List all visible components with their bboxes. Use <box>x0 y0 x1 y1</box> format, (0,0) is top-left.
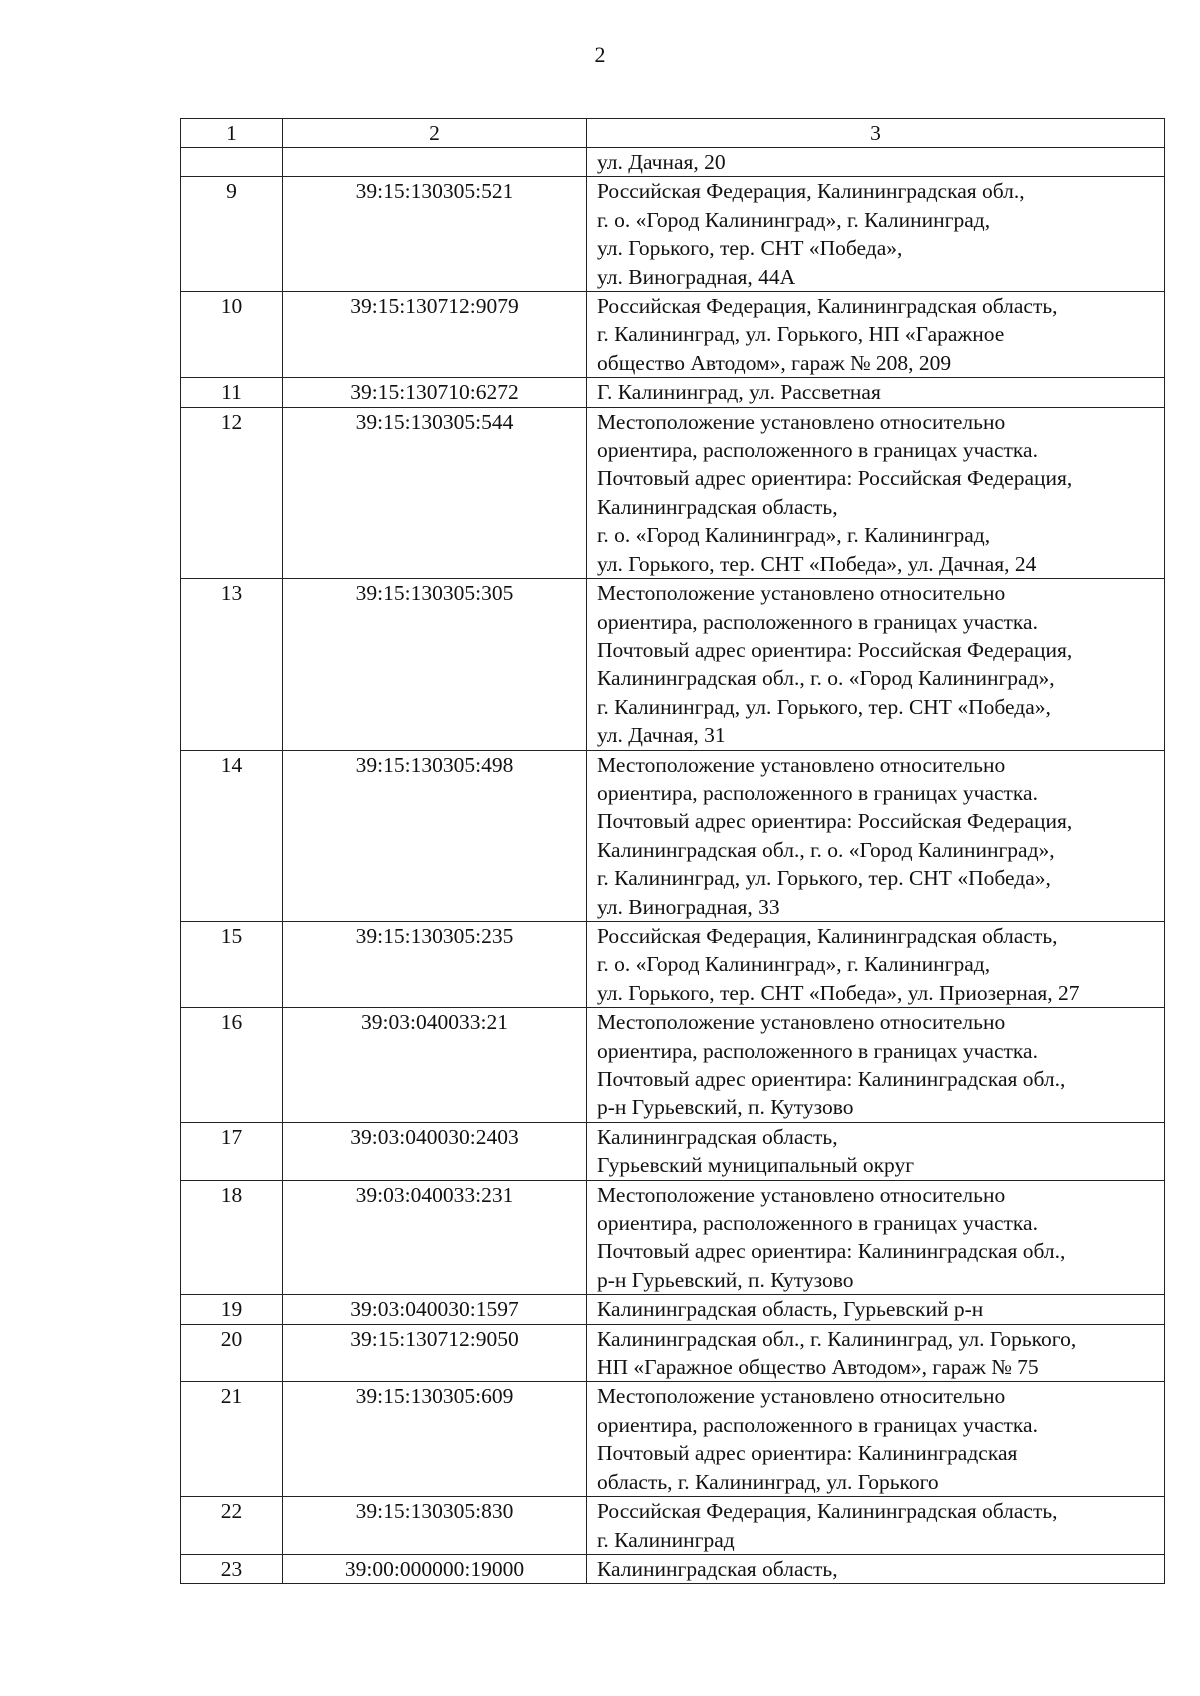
table-row <box>181 1382 1165 1497</box>
address-line: г. о. «Город Калининград», г. Калининград, <box>597 952 991 977</box>
table-body <box>181 119 1165 1584</box>
address-line: Г. Калининград, ул. Рассветная <box>597 380 881 405</box>
address-cell <box>587 1008 1165 1123</box>
row-number-cell: 14 <box>181 750 283 921</box>
address-cell <box>587 148 1165 177</box>
row-number-cell: 15 <box>181 921 283 1007</box>
row-number-cell: 11 <box>181 378 283 407</box>
registry-table <box>180 118 1165 1584</box>
address-line: г. Калининград, ул. Горького, тер. СНТ «Победа», <box>597 694 1051 719</box>
cadastral-number-cell: 39:03:040030:2403 <box>283 1122 587 1180</box>
table-row <box>181 579 1165 750</box>
address-cell <box>587 1180 1165 1295</box>
row-number-cell: 19 <box>181 1295 283 1324</box>
address-line: Почтовый адрес ориентира: Российская Федерация, <box>597 466 1073 491</box>
page-number: 2 <box>594 42 606 67</box>
address-cell <box>587 378 1165 407</box>
table-row <box>181 921 1165 1007</box>
address-line: Калининградская область, <box>597 1556 838 1581</box>
address-line: Гурьевский муниципальный округ <box>597 1153 915 1178</box>
address-cell <box>587 292 1165 378</box>
table-row <box>181 1295 1165 1324</box>
address-line: Местоположение установлено относительно <box>597 752 1006 777</box>
row-number-cell: 18 <box>181 1180 283 1295</box>
address-cell <box>587 407 1165 578</box>
cadastral-number-cell: 39:15:130305:521 <box>283 177 587 292</box>
table-row <box>181 1008 1165 1123</box>
table-row <box>181 407 1165 578</box>
address-line: ул. Горького, тер. СНТ «Победа», ул. Дачная, 24 <box>597 551 1037 576</box>
address-line: ориентира, расположенного в границах участка. <box>597 609 1038 634</box>
address-line: ориентира, расположенного в границах участка. <box>597 438 1038 463</box>
address-cell <box>587 177 1165 292</box>
row-number-cell: 12 <box>181 407 283 578</box>
column-header-number: 1 <box>181 119 283 148</box>
cadastral-number-cell: 39:15:130305:305 <box>283 579 587 750</box>
address-line: Почтовый адрес ориентира: Калининградская обл., <box>597 1239 1066 1264</box>
cadastral-number-cell: 39:00:000000:19000 <box>283 1554 587 1583</box>
cadastral-number-cell: 39:03:040030:1597 <box>283 1295 587 1324</box>
address-cell <box>587 1295 1165 1324</box>
row-number-cell <box>181 148 283 177</box>
address-line: Почтовый адрес ориентира: Российская Федерация, <box>597 809 1073 834</box>
address-cell <box>587 1382 1165 1497</box>
address-line: ул. Виноградная, 44А <box>597 264 796 289</box>
address-line: Почтовый адрес ориентира: Российская Федерация, <box>597 637 1073 662</box>
cadastral-number-cell: 39:15:130305:544 <box>283 407 587 578</box>
address-line: ул. Дачная, 20 <box>597 150 726 174</box>
table-row <box>181 750 1165 921</box>
table-row <box>181 292 1165 378</box>
address-cell <box>587 921 1165 1007</box>
table-row <box>181 177 1165 292</box>
address-line: г. о. «Город Калининград», г. Калининград, <box>597 207 991 232</box>
cadastral-number-cell <box>283 148 587 177</box>
table-row <box>181 1122 1165 1180</box>
address-line: ул. Виноградная, 33 <box>597 894 780 919</box>
address-line: Российская Федерация, Калининградская обл., <box>597 179 1025 204</box>
row-number-cell: 22 <box>181 1497 283 1555</box>
address-line: г. Калининград, ул. Горького, тер. СНТ «Победа», <box>597 866 1051 891</box>
cadastral-number-cell: 39:15:130710:6272 <box>283 378 587 407</box>
table-row <box>181 1180 1165 1295</box>
table-row <box>181 148 1165 177</box>
row-number-cell: 21 <box>181 1382 283 1497</box>
address-line: Российская Федерация, Калининградская область, <box>597 1499 1058 1524</box>
address-cell <box>587 1497 1165 1555</box>
address-line: Калининградская область, Гурьевский р-н <box>597 1297 984 1322</box>
cadastral-number-cell: 39:03:040033:21 <box>283 1008 587 1123</box>
cadastral-number-cell: 39:15:130305:609 <box>283 1382 587 1497</box>
address-line: НП «Гаражное общество Автодом», гараж № 75 <box>597 1355 1039 1380</box>
address-line: Калининградская обл., г. Калининград, ул. Горького, <box>597 1326 1077 1351</box>
column-header-address: 3 <box>587 119 1165 148</box>
address-line: Калининградская обл., г. о. «Город Калининград», <box>597 837 1055 862</box>
address-line: ориентира, расположенного в границах участка. <box>597 1211 1038 1236</box>
row-number-cell: 17 <box>181 1122 283 1180</box>
row-number-cell: 10 <box>181 292 283 378</box>
row-number-cell: 16 <box>181 1008 283 1123</box>
address-line: ориентира, расположенного в границах участка. <box>597 1038 1038 1063</box>
table-row <box>181 1497 1165 1555</box>
address-cell <box>587 1554 1165 1583</box>
address-line: Калининградская обл., г. о. «Город Калининград», <box>597 666 1055 691</box>
address-line: Российская Федерация, Калининградская область, <box>597 923 1058 948</box>
cadastral-number-cell: 39:15:130712:9079 <box>283 292 587 378</box>
address-line: Местоположение установлено относительно <box>597 581 1006 606</box>
address-line: Российская Федерация, Калининградская область, <box>597 294 1058 319</box>
table-row <box>181 1554 1165 1583</box>
address-line: Местоположение установлено относительно <box>597 409 1006 434</box>
row-number-cell: 9 <box>181 177 283 292</box>
address-line: Местоположение установлено относительно <box>597 1010 1006 1035</box>
address-cell <box>587 1122 1165 1180</box>
address-line: ул. Дачная, 31 <box>597 723 726 748</box>
address-line: Почтовый адрес ориентира: Калининградская обл., <box>597 1067 1066 1091</box>
cadastral-number-cell: 39:03:040033:231 <box>283 1180 587 1295</box>
address-line: Калининградская область, <box>597 1124 838 1149</box>
address-line: область, г. Калининград, ул. Горького <box>597 1469 939 1494</box>
address-line: Почтовый адрес ориентира: Калининградская <box>597 1441 1018 1466</box>
cadastral-number-cell: 39:15:130305:830 <box>283 1497 587 1555</box>
table-row <box>181 378 1165 407</box>
address-line: ул. Горького, тер. СНТ «Победа», ул. Приозерная, 27 <box>597 980 1080 1005</box>
address-line: г. Калининград <box>597 1527 735 1552</box>
row-number-cell: 20 <box>181 1324 283 1382</box>
row-number-cell: 23 <box>181 1554 283 1583</box>
address-cell <box>587 750 1165 921</box>
address-line: Местоположение установлено относительно <box>597 1384 1006 1409</box>
address-cell <box>587 579 1165 750</box>
address-line: ориентира, расположенного в границах участка. <box>597 780 1038 805</box>
address-line: р-н Гурьевский, п. Кутузово <box>597 1095 854 1120</box>
cadastral-number-cell: 39:15:130305:498 <box>283 750 587 921</box>
address-cell <box>587 1324 1165 1382</box>
address-line: ориентира, расположенного в границах участка. <box>597 1412 1038 1437</box>
address-line: Калининградская область, <box>597 494 838 519</box>
address-line: общество Автодом», гараж № 208, 209 <box>597 350 952 375</box>
cadastral-number-cell: 39:15:130712:9050 <box>283 1324 587 1382</box>
column-header-cadastral: 2 <box>283 119 587 148</box>
address-line: Местоположение установлено относительно <box>597 1182 1006 1207</box>
address-line: г. Калининград, ул. Горького, НП «Гаражное <box>597 322 1005 347</box>
row-number-cell: 13 <box>181 579 283 750</box>
address-line: ул. Горького, тер. СНТ «Победа», <box>597 236 903 261</box>
address-line: г. о. «Город Калининград», г. Калининград, <box>597 523 991 548</box>
cadastral-number-cell: 39:15:130305:235 <box>283 921 587 1007</box>
table-header-row <box>181 119 1165 148</box>
table-row <box>181 1324 1165 1382</box>
address-line: р-н Гурьевский, п. Кутузово <box>597 1267 854 1292</box>
